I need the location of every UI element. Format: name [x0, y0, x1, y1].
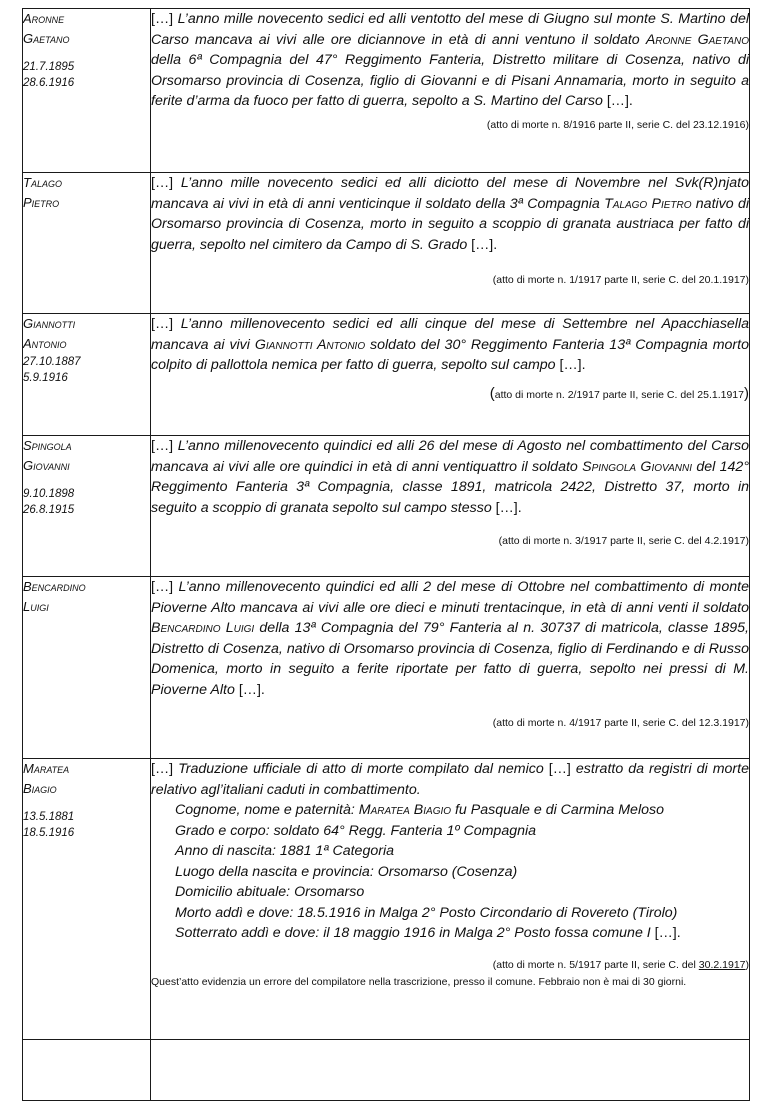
name-cell: [23, 314, 151, 436]
field-surname-paternity: Cognome, nome e paternità: Maratea Biagio fu Pasquale e di Carmina Meloso: [175, 802, 664, 818]
soldier-name: Giannotti Antonio: [254, 336, 366, 353]
field-rank-corps: Grado e corpo: soldato 64° Regg. Fanteria 1º Compagnia: [175, 822, 537, 839]
person-given-name: Gaetano: [23, 31, 70, 46]
person-given-name: Biagio: [23, 781, 57, 796]
soldier-name: Spingola Giovanni: [582, 458, 693, 475]
field-burial: Sotterrato addì e dove: il 18 maggio 1916 in Malga 2° Posto fossa comune I […].: [175, 925, 681, 941]
death-records-table: [22, 8, 750, 1101]
name-cell: [23, 436, 151, 577]
record-text-cell: [151, 314, 750, 436]
record-text: […] L’anno millenovecento quindici ed alli 26 del mese di Agosto nel combattimento del Carso mancava ai vivi alle ore quindici in età di anni ventiquattro il soldato Spingola Giovanni del 142° Reggimento Fanteria 3ª Compagnia, classe 1891, matricola 2422, Distretto 37, morto in seguito a scoppio di granata sepolto sul campo stesso […].: [151, 438, 750, 516]
field-death-place: Morto addì e dove: 18.5.1916 in Malga 2° Posto Circondario di Rovereto (Tirolo): [175, 904, 678, 921]
record-text: […] L’anno millenovecento sedici ed alli cinque del mese di Settembre nel Apacchiasella mancava ai vivi Giannotti Antonio soldato del 30° Reggimento Fanteria 13ª Compagnia morto colpito di pallottola nemica per fatto di guerra, sepolto sul campo […].: [151, 316, 750, 373]
death-act-reference: (atto di morte n. 8/1916 parte II, serie C. del 23.12.1916): [486, 118, 749, 131]
person-given-name: Giovanni: [23, 458, 70, 473]
person-surname: Spingola: [23, 438, 72, 453]
field-birthplace: Luogo della nascita e provincia: Orsomarso (Cosenza): [175, 863, 518, 880]
transcription-note: Quest’atto evidenzia un errore del compilatore nella trascrizione, presso il comune. Febbraio non è mai di 30 giorni.: [151, 975, 687, 988]
death-act-reference: (atto di morte n. 1/1917 parte II, serie C. del 20.1.1917): [492, 274, 749, 286]
erroneous-date: 30.2.1917: [698, 958, 746, 971]
soldier-name: Bencardino Luigi: [151, 620, 255, 636]
record-text: […] L’anno mille novecento sedici ed alli diciotto del mese di Novembre nel Svk(R)njato mancava ai vivi in età di anni venticinque il soldato della 3ª Compagnia Talago Pietro nativo di Orsomarso provincia di Cosenza, morto in seguito a scoppio di granata austriaca per fatto di guerra, sepolto nel cimitero da Campo di S. Grado […].: [151, 175, 750, 253]
field-birth-year: Anno di nascita: 1881 1ª Categoria: [175, 843, 394, 859]
person-surname: Maratea: [23, 761, 70, 776]
soldier-name: Talago Pietro: [604, 195, 692, 212]
record-text-cell: [151, 1040, 750, 1101]
death-date: 18.5.1916: [23, 827, 75, 839]
death-act-reference: (atto di morte n. 2/1917 parte II, serie C. del 25.1.1917): [489, 384, 749, 402]
person-surname: Talago: [23, 175, 62, 190]
record-text: […] L’anno mille novecento sedici ed alli ventotto del mese di Giugno sul monte S. Martino del Carso mancava ai vivi alle ore diciannove in età di anni ventuno il soldato Aronne Gaetano della 6ª Compagnia del 47° Reggimento Fanteria, Distretto militare di Cosenza, nativo di Orsomarso provincia di Cosenza, figlio di Giovanni e di Pisani Annamaria, morto in seguito a ferite d’arma da fuoco per fatto di guerra, sepolto a S. Martino del Carso […].: [151, 11, 750, 109]
record-row: [23, 173, 750, 314]
person-surname: Giannotti: [23, 316, 76, 331]
record-text-cell: [151, 173, 750, 314]
name-cell: [23, 577, 151, 759]
record-row: [23, 314, 750, 436]
birth-date: 13.5.1881: [23, 811, 75, 823]
record-text: […] Traduzione ufficiale di atto di morte compilato dal nemico […] estratto da registri di morte relativo agl’italiani caduti in combattimento.: [151, 761, 749, 798]
record-text-cell: [151, 436, 750, 577]
name-cell: [23, 759, 151, 1040]
person-given-name: Pietro: [23, 195, 60, 210]
death-act-reference: (atto di morte n. 5/1917 parte II, serie C. del 30.2.1917): [492, 958, 749, 971]
death-act-reference: (atto di morte n. 4/1917 parte II, serie C. del 12.3.1917): [492, 717, 749, 729]
soldier-name: Maratea Biagio: [358, 802, 452, 818]
name-cell: [23, 1040, 151, 1101]
person-given-name: Luigi: [23, 599, 49, 614]
death-date: 28.6.1916: [23, 77, 75, 89]
field-domicile: Domicilio abituale: Orsomarso: [175, 884, 365, 900]
birth-date: 21.7.1895: [23, 61, 75, 73]
death-act-reference: (atto di morte n. 3/1917 parte II, serie C. del 4.2.1917): [498, 535, 749, 547]
record-text-cell: [151, 9, 750, 173]
empty-record-row: [23, 1040, 750, 1101]
birth-date: 27.10.1887: [23, 356, 81, 368]
record-row: [23, 577, 750, 759]
death-date: 26.8.1915: [23, 504, 75, 516]
person-surname: Bencardino: [23, 579, 86, 594]
record-row: [23, 9, 750, 173]
record-text-cell: [151, 759, 750, 1040]
name-cell: [23, 9, 151, 173]
record-text: […] L’anno millenovecento quindici ed alli 2 del mese di Ottobre nel combattimento di monte Pioverne Alto mancava ai vivi alle ore dieci e minuti trentacinque, in età di anni venti il soldato Bencardino Luigi della 13ª Compagnia del 79° Fanteria al n. 30737 di matricola, classe 1895, Distretto di Cosenza, nativo di Orsomarso provincia di Cosenza, figlio di Ferdinando e di Russo Domenica, morto in seguito a ferite riportate per fatto di guerra, sepolto nei pressi di M. Pioverne Alto […].: [151, 579, 749, 698]
death-records-page: [22, 8, 749, 1101]
person-surname: Aronne: [23, 11, 65, 26]
record-row: [23, 436, 750, 577]
record-row: [23, 759, 750, 1040]
record-text-cell: [151, 577, 750, 759]
person-given-name: Antonio: [23, 336, 67, 351]
birth-date: 9.10.1898: [23, 488, 75, 500]
death-date: 5.9.1916: [23, 372, 68, 384]
name-cell: [23, 173, 151, 314]
soldier-name: Aronne Gaetano: [645, 31, 749, 48]
